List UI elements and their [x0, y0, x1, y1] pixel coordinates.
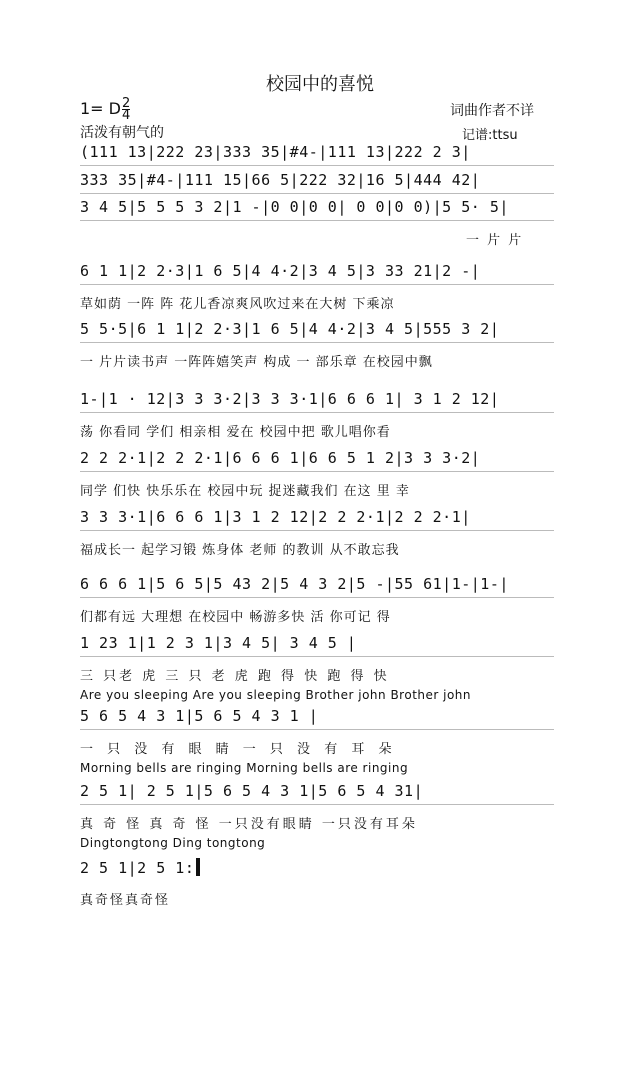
score-line-6 — [80, 390, 554, 440]
english-lyric-line: Are you sleeping Are you sleeping Brother john Brother john — [80, 688, 472, 702]
score-line-11 — [80, 707, 554, 775]
lyric-line: 福成长一 起学习锻 炼身体 老师 的教训 从不敢忘我 — [80, 543, 400, 558]
notation-line: 6 6 6 1|5 6 5|5 43 2|5 4 3 2|5 -|55 61|1-|1-| — [80, 575, 554, 598]
notation-line: 6 1 1|2 2·3|1 6 5|4 4·2|3 4 5|3 33 21|2 -| — [80, 262, 554, 285]
notation-line: 5 5·5|6 1 1|2 2·3|1 6 5|4 4·2|3 4 5|555 3 2| — [80, 320, 554, 343]
score-line-9 — [80, 575, 554, 625]
time-signature-bottom: 4 — [122, 108, 131, 123]
score-line-4 — [80, 262, 554, 312]
song-title: 校园中的喜悦 — [266, 74, 374, 95]
tempo-marking: 活泼有朝气的 — [80, 125, 164, 141]
score-line-3 — [80, 198, 554, 248]
lyric-line: 三 只老 虎 三 只 老 虎 跑 得 快 跑 得 快 — [80, 669, 390, 684]
score-line-1 — [80, 143, 554, 166]
english-lyric-line: Dingtongtong Ding tongtong — [80, 836, 266, 850]
key-label: 1= D — [80, 99, 121, 118]
notation-line: 333 35|#4-|111 15|66 5|222 32|16 5|444 42| — [80, 171, 554, 194]
notation-line: (111 13|222 23|333 35|#4-|111 13|222 2 3| — [80, 143, 554, 166]
lyric-line: 一 片片读书声 一阵阵嬉笑声 构成 一 部乐章 在校园中飘 — [80, 355, 433, 370]
score-line-12 — [80, 782, 554, 850]
time-signature — [122, 98, 130, 121]
notation-line: 2 5 1| 2 5 1|5 6 5 4 3 1|5 6 5 4 31| — [80, 782, 554, 805]
lyric-line: 真 奇 怪 真 奇 怪 一只没有眼睛 一只没有耳朵 — [80, 817, 418, 832]
notation-line: 5 6 5 4 3 1|5 6 5 4 3 1 | — [80, 707, 554, 730]
lyric-line: 草如荫 一阵 阵 花儿香凉爽风吹过来在大树 下乘凉 — [80, 297, 395, 312]
notation-line — [80, 858, 554, 881]
lyric-line: 一 只 没 有 眼 睛 一 只 没 有 耳 朵 — [80, 742, 397, 757]
final-barline — [196, 858, 200, 876]
lyric-line: 同学 们快 快乐乐在 校园中玩 捉迷藏我们 在这 里 幸 — [80, 484, 410, 499]
score-line-13 — [80, 858, 554, 908]
score-line-10 — [80, 634, 554, 702]
notation-line: 2 2 2·1|2 2 2·1|6 6 6 1|6 6 5 1 2|3 3 3·2| — [80, 449, 554, 472]
notation-line: 1-|1 · 12|3 3 3·2|3 3 3·1|6 6 6 1| 3 1 2 12| — [80, 390, 554, 413]
score-line-8 — [80, 508, 554, 558]
english-lyric-line: Morning bells are ringing Morning bells are ringing — [80, 761, 409, 775]
transcriber-credit: 记谱:ttsu — [462, 128, 518, 143]
score-line-2 — [80, 171, 554, 194]
notation-text: 2 5 1|2 5 1: — [80, 859, 195, 877]
lyric-line: 们都有远 大理想 在校园中 畅游多快 活 你可记 得 — [80, 610, 391, 625]
lyric-line: 一 片 片 — [466, 233, 524, 248]
notation-line: 3 4 5|5 5 5 3 2|1 -|0 0|0 0| 0 0|0 0)|5 5· 5| — [80, 198, 554, 221]
lyric-line: 荡 你看同 学们 相亲相 爱在 校园中把 歌儿唱你看 — [80, 425, 391, 440]
lyric-line: 真奇怪真奇怪 — [80, 893, 171, 908]
notation-line: 3 3 3·1|6 6 6 1|3 1 2 12|2 2 2·1|2 2 2·1| — [80, 508, 554, 531]
composer-credit: 词曲作者不详 — [450, 103, 534, 119]
score-line-5 — [80, 320, 554, 370]
key-signature — [80, 98, 130, 121]
score-line-7 — [80, 449, 554, 499]
time-signature-top: 2 — [122, 96, 131, 111]
notation-line: 1 23 1|1 2 3 1|3 4 5| 3 4 5 | — [80, 634, 554, 657]
